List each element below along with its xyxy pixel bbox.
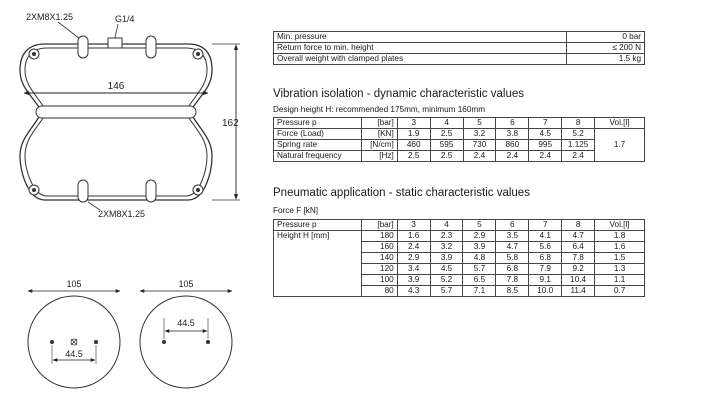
property-label: Return force to min. height <box>274 43 567 54</box>
cell: 4.5 <box>430 264 463 275</box>
plate-right-circle <box>140 296 232 388</box>
height-value: 160 <box>361 242 397 253</box>
cell: 2.4 <box>463 151 496 162</box>
plate-right-hole <box>206 340 210 344</box>
cell: 5.7 <box>463 264 496 275</box>
crimp-dot <box>32 52 36 56</box>
header-pressure: 6 <box>496 220 529 231</box>
row-unit: [Hz] <box>361 151 397 162</box>
header-pressure: 4 <box>430 220 463 231</box>
height-dimension-label: 162 <box>222 118 239 129</box>
height-value: 80 <box>361 286 397 297</box>
header-pressure: 4 <box>430 118 463 129</box>
table-row <box>274 129 645 140</box>
cell: 595 <box>430 140 463 151</box>
row-label: Height H [mm] <box>274 231 362 297</box>
cell: 1.9 <box>397 129 430 140</box>
cell: 3.9 <box>397 275 430 286</box>
header-vol: Vol.[l] <box>595 220 645 231</box>
property-label: Min. pressure <box>274 32 567 43</box>
cell: 6.8 <box>529 253 562 264</box>
cell: 2.5 <box>430 151 463 162</box>
cell: 3.9 <box>430 253 463 264</box>
table-row <box>274 32 645 43</box>
static-section-subtitle: Force F [kN] <box>273 206 319 215</box>
cell: 1.6 <box>397 231 430 242</box>
plate-right-spacing-label: 44.5 <box>177 318 195 328</box>
header-label: Pressure p <box>274 220 362 231</box>
cell: 7.9 <box>529 264 562 275</box>
air-port <box>108 38 122 48</box>
cell: 4.7 <box>496 242 529 253</box>
cell: 5.2 <box>430 275 463 286</box>
cell: 6.4 <box>562 242 595 253</box>
table-row <box>274 43 645 54</box>
dynamic-table <box>273 117 645 162</box>
cell: 1.125 <box>562 140 595 151</box>
cell: 460 <box>397 140 430 151</box>
vol-value: 1.3 <box>595 264 645 275</box>
vol-value: 1.8 <box>595 231 645 242</box>
cell: 2.5 <box>397 151 430 162</box>
cell: 11.4 <box>562 286 595 297</box>
bolt-slot <box>78 36 88 58</box>
header-pressure: 8 <box>562 118 595 129</box>
cell: 4.1 <box>529 231 562 242</box>
width-dimension-label: 146 <box>107 81 125 92</box>
cell: 4.3 <box>397 286 430 297</box>
table-row <box>274 231 645 242</box>
vol-value: 1.1 <box>595 275 645 286</box>
cell: 730 <box>463 140 496 151</box>
cell: 2.4 <box>529 151 562 162</box>
plate-right-diameter-label: 105 <box>178 279 194 289</box>
crimp-dot <box>196 52 200 56</box>
port-label: G1/4 <box>115 14 135 24</box>
cell: 5.6 <box>529 242 562 253</box>
header-pressure: 5 <box>463 118 496 129</box>
plate-right-hole <box>162 340 166 344</box>
crimp-dot <box>32 188 36 192</box>
cell: 4.7 <box>562 231 595 242</box>
cell: 3.9 <box>463 242 496 253</box>
header-unit: [bar] <box>361 118 397 129</box>
cell: 3.2 <box>430 242 463 253</box>
header-pressure: 5 <box>463 220 496 231</box>
cell: 2.9 <box>397 253 430 264</box>
cell: 5.7 <box>430 286 463 297</box>
cell: 3.5 <box>496 231 529 242</box>
cell: 2.4 <box>397 242 430 253</box>
cell: 9.2 <box>562 264 595 275</box>
cell: 4.8 <box>463 253 496 264</box>
cell: 2.3 <box>430 231 463 242</box>
header-label: Pressure p <box>274 118 362 129</box>
cell: 8.5 <box>496 286 529 297</box>
bellows-outline <box>20 44 212 200</box>
dynamic-section-subtitle: Design height H: recommended 175mm, minimum 160mm <box>273 105 486 114</box>
row-label: Natural frequency <box>274 151 362 162</box>
bolt-slot <box>78 180 88 202</box>
header-vol: Vol.[l] <box>595 118 645 129</box>
plate-left-hole <box>50 340 54 344</box>
plate-left-hole <box>94 340 98 344</box>
cell: 4.5 <box>529 129 562 140</box>
property-label: Overall weight with clamped plates <box>274 54 567 65</box>
plate-left-diameter-label: 105 <box>66 279 82 289</box>
table-row <box>274 54 645 65</box>
header-pressure: 8 <box>562 220 595 231</box>
cell: 6.8 <box>496 264 529 275</box>
table-row <box>274 140 645 151</box>
property-value: 0 bar <box>566 32 644 43</box>
property-value: 1.5 kg <box>566 54 644 65</box>
static-table <box>273 219 645 297</box>
vol-value: 1.6 <box>595 242 645 253</box>
row-unit: [N/cm] <box>361 140 397 151</box>
vol-value: 1.5 <box>595 253 645 264</box>
table-header-row <box>274 220 645 231</box>
vol-value: 1.7 <box>595 129 645 162</box>
cell: 10.4 <box>562 275 595 286</box>
cell: 995 <box>529 140 562 151</box>
header-pressure: 6 <box>496 118 529 129</box>
height-value: 120 <box>361 264 397 275</box>
cell: 2.9 <box>463 231 496 242</box>
cell: 3.2 <box>463 129 496 140</box>
row-label: Force (Load) <box>274 129 362 140</box>
cell: 7.8 <box>496 275 529 286</box>
table-row <box>274 151 645 162</box>
cell: 2.4 <box>562 151 595 162</box>
bolt-slot <box>146 36 156 58</box>
row-label: Spring rate <box>274 140 362 151</box>
cell: 7.1 <box>463 286 496 297</box>
table-header-row <box>274 118 645 129</box>
header-pressure: 7 <box>529 118 562 129</box>
cell: 5.8 <box>496 253 529 264</box>
static-section-title: Pneumatic application - static characteristic values <box>273 187 530 199</box>
height-value: 180 <box>361 231 397 242</box>
girdle-ring <box>36 106 196 118</box>
row-unit: [KN] <box>361 129 397 140</box>
technical-drawing <box>0 0 270 406</box>
thread-top-label: 2XM8X1.25 <box>26 12 74 22</box>
cell: 6.5 <box>463 275 496 286</box>
plate-left-spacing-label: 44.5 <box>65 349 83 359</box>
cell: 860 <box>496 140 529 151</box>
properties-table <box>273 31 645 65</box>
cell: 3.8 <box>496 129 529 140</box>
vol-value: 0.7 <box>595 286 645 297</box>
bellows-inner-outline <box>25 48 207 196</box>
property-value: ≤ 200 N <box>566 43 644 54</box>
dynamic-section-title: Vibration isolation - dynamic characteristic values <box>273 88 524 100</box>
cell: 9.1 <box>529 275 562 286</box>
crimp-dot <box>196 188 200 192</box>
height-value: 100 <box>361 275 397 286</box>
cell: 10.0 <box>529 286 562 297</box>
header-unit: [bar] <box>361 220 397 231</box>
header-pressure: 7 <box>529 220 562 231</box>
bolt-slot <box>146 180 156 202</box>
cell: 3.4 <box>397 264 430 275</box>
header-pressure: 3 <box>397 118 430 129</box>
cell: 2.5 <box>430 129 463 140</box>
height-value: 140 <box>361 253 397 264</box>
cell: 7.8 <box>562 253 595 264</box>
cell: 5.2 <box>562 129 595 140</box>
header-pressure: 3 <box>397 220 430 231</box>
cell: 2.4 <box>496 151 529 162</box>
thread-bottom-label: 2XM8X1.25 <box>98 209 146 219</box>
